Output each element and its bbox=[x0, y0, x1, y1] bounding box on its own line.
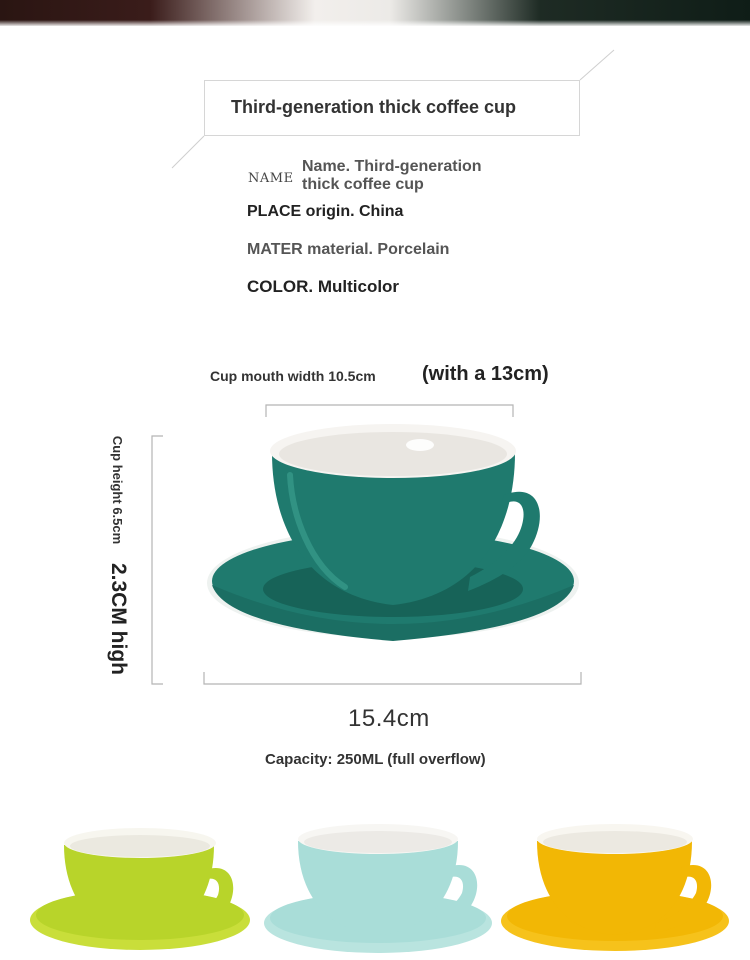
saucer-width-label: 15.4cm bbox=[348, 705, 430, 732]
mouth-width-label: Cup mouth width 10.5cm bbox=[210, 368, 376, 384]
spec-color: COLOR. Multicolor bbox=[247, 277, 400, 296]
name-value bbox=[302, 158, 522, 194]
color-variants bbox=[0, 815, 750, 960]
capacity-label: Capacity: 250ML (full overflow) bbox=[265, 751, 486, 768]
product-title: Third-generation thick coffee cup bbox=[231, 97, 517, 117]
main-cup-illustration bbox=[0, 395, 750, 695]
name-tag-label: NAME bbox=[248, 171, 294, 186]
saucer-height-label: 2.3CM high bbox=[107, 562, 130, 675]
aqua-cup bbox=[264, 824, 492, 953]
name-value-line1: Name. Third-generation bbox=[302, 158, 482, 175]
saucer-width-bracket bbox=[204, 672, 581, 684]
lime-cup bbox=[30, 828, 250, 950]
yellow-cup bbox=[501, 824, 729, 951]
spec-material: MATER material. Porcelain bbox=[247, 241, 450, 258]
height-bracket bbox=[152, 436, 163, 684]
saucer-note-label: (with a 13cm) bbox=[422, 363, 549, 385]
name-value-line2: thick coffee cup bbox=[302, 176, 424, 193]
cup-height-label: Cup height 6.5cm bbox=[110, 435, 126, 545]
spec-place: PLACE origin. China bbox=[247, 203, 404, 220]
mouth-width-bracket bbox=[266, 405, 513, 417]
